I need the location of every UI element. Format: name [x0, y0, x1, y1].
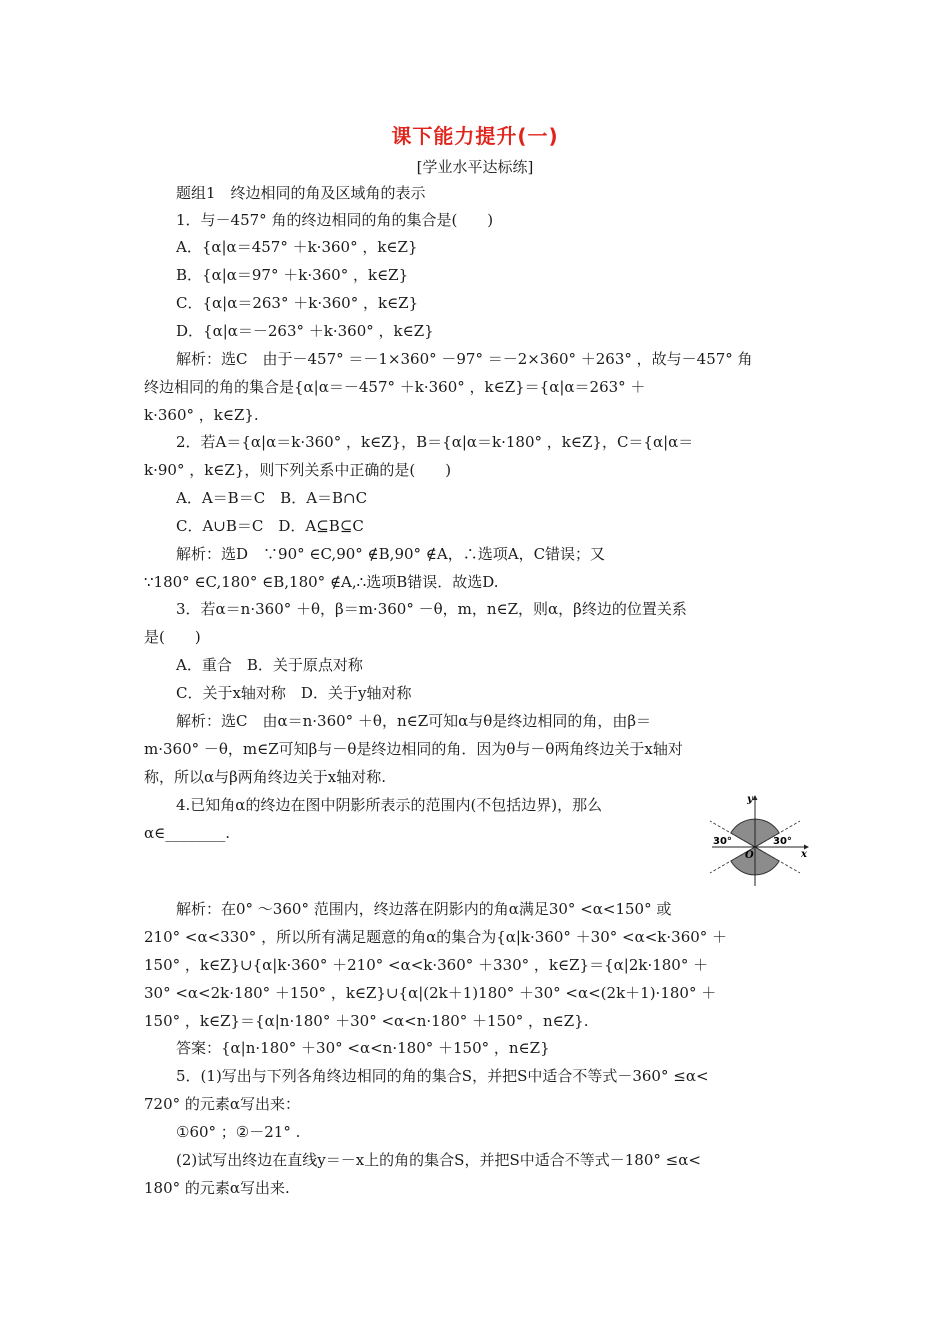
- q3-solution-line3: 称，所以α与β两角终边关于x轴对称.: [144, 768, 387, 786]
- q3-solution-line2: m·360° －θ，m∈Z可知β与－θ是终边相同的角．因为θ与－θ两角终边关于x轴对: [144, 740, 683, 758]
- x-axis-label: x: [801, 849, 807, 860]
- q4-solution-line2: 210° <α<330° ，所以所有满足题意的角α的集合为{α|k·360° ＋30° <α<k·360° ＋: [144, 928, 728, 946]
- page-title: 课下能力提升(一): [391, 124, 559, 148]
- q2-stem-line1: 2．若A＝{α|α＝k·360° ，k∈Z}，B＝{α|α＝k·180° ，k∈Z}，C＝{α|α＝: [176, 433, 694, 451]
- group-heading: 题组1 终边相同的角及区域角的表示: [176, 184, 426, 202]
- origin-label: O: [745, 850, 754, 861]
- q3-options-cd: C．关于x轴对称 D．关于y轴对称: [176, 684, 412, 702]
- section-subtitle: [学业水平达标练]: [416, 158, 534, 176]
- q1-stem: 1．与－457° 角的终边相同的角的集合是( ): [176, 211, 494, 229]
- q2-solution-line1: 解析：选D ∵90° ∈C,90° ∉B,90° ∉A，∴选项A，C错误；又: [176, 545, 606, 563]
- q4-solution-line5: 150° ，k∈Z}＝{α|n·180° ＋30° <α<n·180° ＋150° ，n∈Z}.: [144, 1012, 589, 1030]
- q1-solution-line2: 终边相同的角的集合是{α|α＝－457° ＋k·360° ，k∈Z}＝{α|α＝263° ＋: [144, 378, 646, 396]
- q1-solution-line1: 解析：选C 由于－457° ＝－1×360° －97° ＝－2×360° ＋263° ，故与－457° 角: [176, 350, 753, 368]
- q3-stem-line2: 是( ): [144, 628, 201, 646]
- angle-region-figure: [700, 790, 810, 890]
- q4-stem-line2: α∈________.: [144, 824, 231, 842]
- q1-option-a: A．{α|α＝457° ＋k·360° ，k∈Z}: [176, 238, 418, 256]
- q2-options-ab: A．A＝B＝C B．A＝B∩C: [176, 489, 368, 507]
- q5-part2-line2: 180° 的元素α写出来.: [144, 1179, 290, 1197]
- y-axis-arrow-icon: [753, 795, 758, 800]
- y-axis-label: y: [747, 794, 753, 805]
- q4-stem-line1: 4.已知角α的终边在图中阴影所表示的范围内(不包括边界)，那么: [176, 796, 603, 814]
- q5-part2-line1: (2)试写出终边在直线y＝－x上的角的集合S，并把S中适合不等式－180° ≤α<: [176, 1151, 701, 1169]
- q1-solution-line3: k·360° ，k∈Z}.: [144, 406, 259, 424]
- q3-solution-line1: 解析：选C 由α＝n·360° ＋θ，n∈Z可知α与θ是终边相同的角，由β＝: [176, 712, 651, 730]
- q1-option-b: B．{α|α＝97° ＋k·360° ，k∈Z}: [176, 266, 409, 284]
- q1-option-c: C．{α|α＝263° ＋k·360° ，k∈Z}: [176, 294, 419, 312]
- q2-stem-line2: k·90° ，k∈Z}，则下列关系中正确的是( ): [144, 461, 452, 479]
- q5-part1-items: ①60° ；②－21° .: [176, 1123, 301, 1141]
- q3-options-ab: A．重合 B．关于原点对称: [176, 656, 363, 674]
- q3-stem-line1: 3．若α＝n·360° ＋θ，β＝m·360° －θ，m，n∈Z，则α，β终边的位置关系: [176, 600, 687, 618]
- q1-option-d: D．{α|α＝－263° ＋k·360° ，k∈Z}: [176, 322, 434, 340]
- q4-solution-line3: 150° ，k∈Z}∪{α|k·360° ＋210° <α<k·360° ＋330° ，k∈Z}＝{α|2k·180° ＋: [144, 956, 709, 974]
- q2-solution-line2: ∵180° ∈C,180° ∈B,180° ∉A,∴选项B错误．故选D.: [144, 573, 499, 591]
- q2-options-cd: C．A∪B＝C D．A⊆B⊆C: [176, 517, 364, 535]
- q4-solution-line4: 30° <α<2k·180° ＋150° ，k∈Z}∪{α|(2k＋1)180° ＋30° <α<(2k＋1)·180° ＋: [144, 984, 717, 1002]
- right-angle-label: 30°: [773, 836, 792, 847]
- q5-part1-line2: 720° 的元素α写出来：: [144, 1095, 301, 1113]
- q5-part1-line1: 5．(1)写出与下列各角终边相同的角的集合S，并把S中适合不等式－360° ≤α<: [176, 1067, 709, 1085]
- q4-solution-line1: 解析：在0° ～360° 范围内，终边落在阴影内的角α满足30° <α<150° 或: [176, 900, 672, 918]
- q4-answer: 答案：{α|n·180° ＋30° <α<n·180° ＋150° ，n∈Z}: [176, 1039, 550, 1057]
- left-angle-label: 30°: [713, 836, 732, 847]
